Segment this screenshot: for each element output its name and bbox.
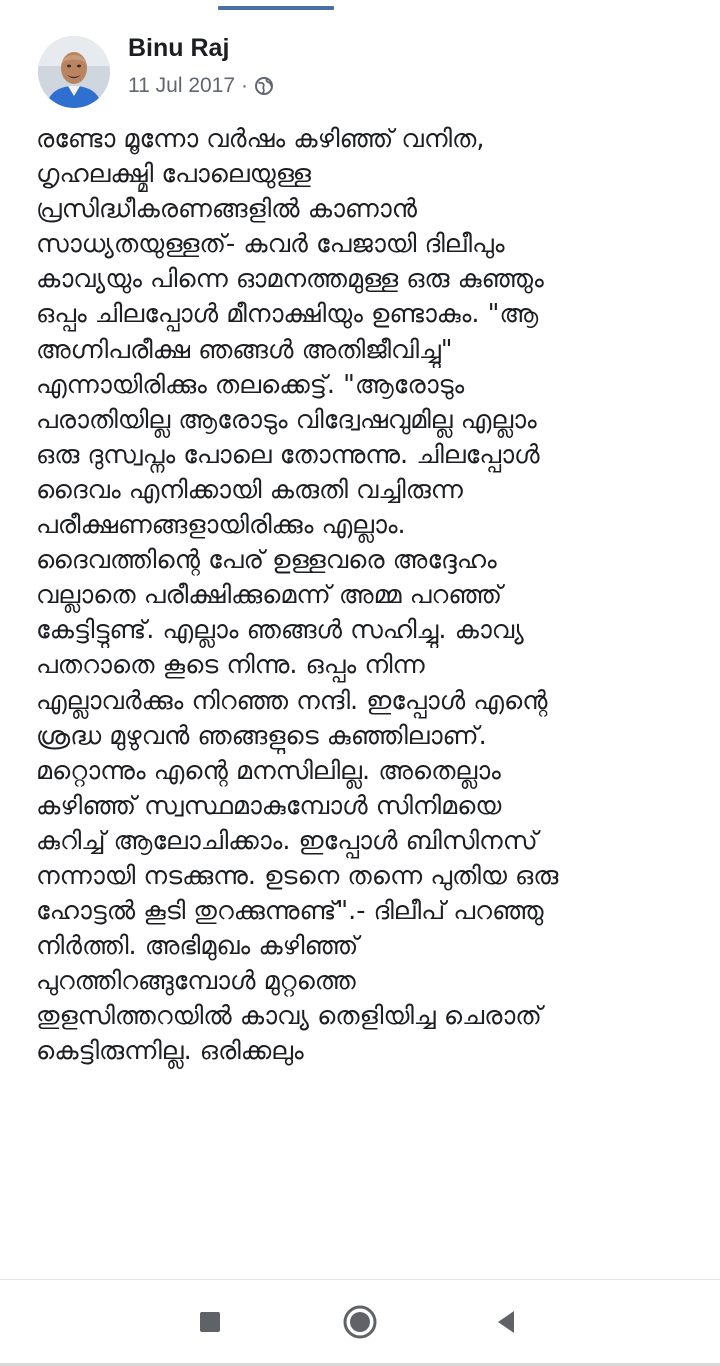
post-text-line: രണ്ടോ മൂന്നോ വർഷം കഴിഞ്ഞ് വനിത, bbox=[36, 124, 485, 154]
home-button[interactable] bbox=[340, 1302, 380, 1342]
post-text-line: ഒപ്പം ചിലപ്പോൾ മീനാക്ഷിയും ഉണ്ടാകും. "ആ bbox=[36, 299, 539, 330]
circle-home-icon bbox=[341, 1303, 379, 1341]
square-icon bbox=[200, 1312, 220, 1332]
post-text-line: എന്നായിരിക്കും തലക്കെട്ട്. "ആരോടും bbox=[36, 369, 465, 400]
post-text-line: ദൈവത്തിന്റെ പേര് ഉള്ളവരെ അദ്ദേഹം bbox=[36, 545, 497, 576]
post-text-line: അഗ്നിപരീക്ഷ ഞങ്ങൾ അതിജീവിച്ചു" bbox=[36, 334, 453, 365]
post-text-line: വല്ലാതെ പരീക്ഷിക്കുമെന്ന് അമ്മ പറഞ്ഞ് bbox=[36, 580, 503, 611]
post-text-line: ഗൃഹലക്ഷ്മി പോലെയുള്ള bbox=[36, 159, 311, 190]
post-body bbox=[36, 122, 694, 1070]
globe-icon bbox=[254, 76, 274, 96]
post-text-line: മറ്റൊന്നും എന്റെ മനസിലില്ല. അതെല്ലാം bbox=[36, 755, 501, 786]
post-text-line: കെട്ടിരുന്നില്ല. ഒരിക്കലും bbox=[36, 1036, 304, 1067]
post-text-line: കുറിച്ച് ആലോചിക്കാം. ഇപ്പോൾ ബിസിനസ് bbox=[36, 825, 538, 856]
back-button[interactable] bbox=[487, 1302, 527, 1342]
post-text-line: പതറാതെ കൂടെ നിന്നു. ഒപ്പം നിന്ന bbox=[36, 650, 425, 681]
avatar[interactable] bbox=[38, 36, 110, 108]
triangle-back-icon bbox=[492, 1307, 522, 1337]
author-name[interactable]: Binu Raj bbox=[128, 34, 230, 62]
post-text-line: പ്രസിദ്ധീകരണങ്ങളിൽ കാണാൻ bbox=[36, 194, 417, 225]
navigation-bar bbox=[0, 1280, 720, 1366]
post-text-line: തുളസിത്തറയിൽ കാവ്യ തെളിയിച്ച ചെരാത് bbox=[36, 1001, 542, 1032]
post-text-line: പുറത്തിറങ്ങുമ്പോൾ മുറ്റത്തെ bbox=[36, 966, 356, 997]
tab-indicator bbox=[218, 6, 334, 10]
recents-button[interactable] bbox=[190, 1302, 230, 1342]
post-text-line: ഹോട്ടൽ കൂടി തുറക്കുന്നുണ്ട്".- ദിലീപ് പറഞ്ഞു bbox=[36, 896, 544, 927]
profile-photo-icon bbox=[38, 36, 110, 108]
post-text-line: ദൈവം എനിക്കായി കരുതി വച്ചിരുന്ന bbox=[36, 474, 463, 505]
post-meta bbox=[128, 74, 274, 98]
post-text-line: നന്നായി നടക്കുന്നു. ഉടനെ തന്നെ പുതിയ ഒരു bbox=[36, 860, 559, 891]
post-text-line: ശ്രദ്ധ മുഴുവൻ ഞങ്ങളുടെ കുഞ്ഞിലാണ്. bbox=[36, 720, 487, 751]
post-text-line: കാവ്യയും പിന്നെ ഓമനത്തമുള്ള ഒരു കുഞ്ഞും bbox=[36, 264, 544, 295]
post-text-line: കഴിഞ്ഞ് സ്വസ്ഥമാകുമ്പോൾ സിനിമയെ bbox=[36, 790, 502, 821]
meta-separator: · bbox=[241, 74, 249, 97]
post-text-line: പരീക്ഷണങ്ങളായിരിക്കും എല്ലാം. bbox=[36, 510, 406, 541]
post-date[interactable]: 11 Jul 2017 bbox=[128, 74, 236, 97]
post-text-line: ഒരു ദുസ്വപ്നം പോലെ തോന്നുന്നു. ചിലപ്പോൾ bbox=[36, 439, 540, 470]
post-text-line: എല്ലാവർക്കും നിറഞ്ഞ നന്ദി. ഇപ്പോൾ എന്റെ bbox=[36, 685, 548, 716]
post-text-line: പരാതിയില്ല ആരോടും വിദ്വേഷവുമില്ല എല്ലാം bbox=[36, 404, 537, 435]
post-text-line: നിർത്തി. അഭിമുഖം കഴിഞ്ഞ് bbox=[36, 931, 359, 962]
post-text-line: കേട്ടിട്ടുണ്ട്. എല്ലാം ഞങ്ങൾ സഹിച്ചു. കാവ്യ bbox=[36, 615, 524, 646]
post-header bbox=[38, 30, 700, 110]
post-text-line: സാധ്യതയുള്ളത്- കവർ പേജായി ദിലീപും bbox=[36, 229, 505, 260]
